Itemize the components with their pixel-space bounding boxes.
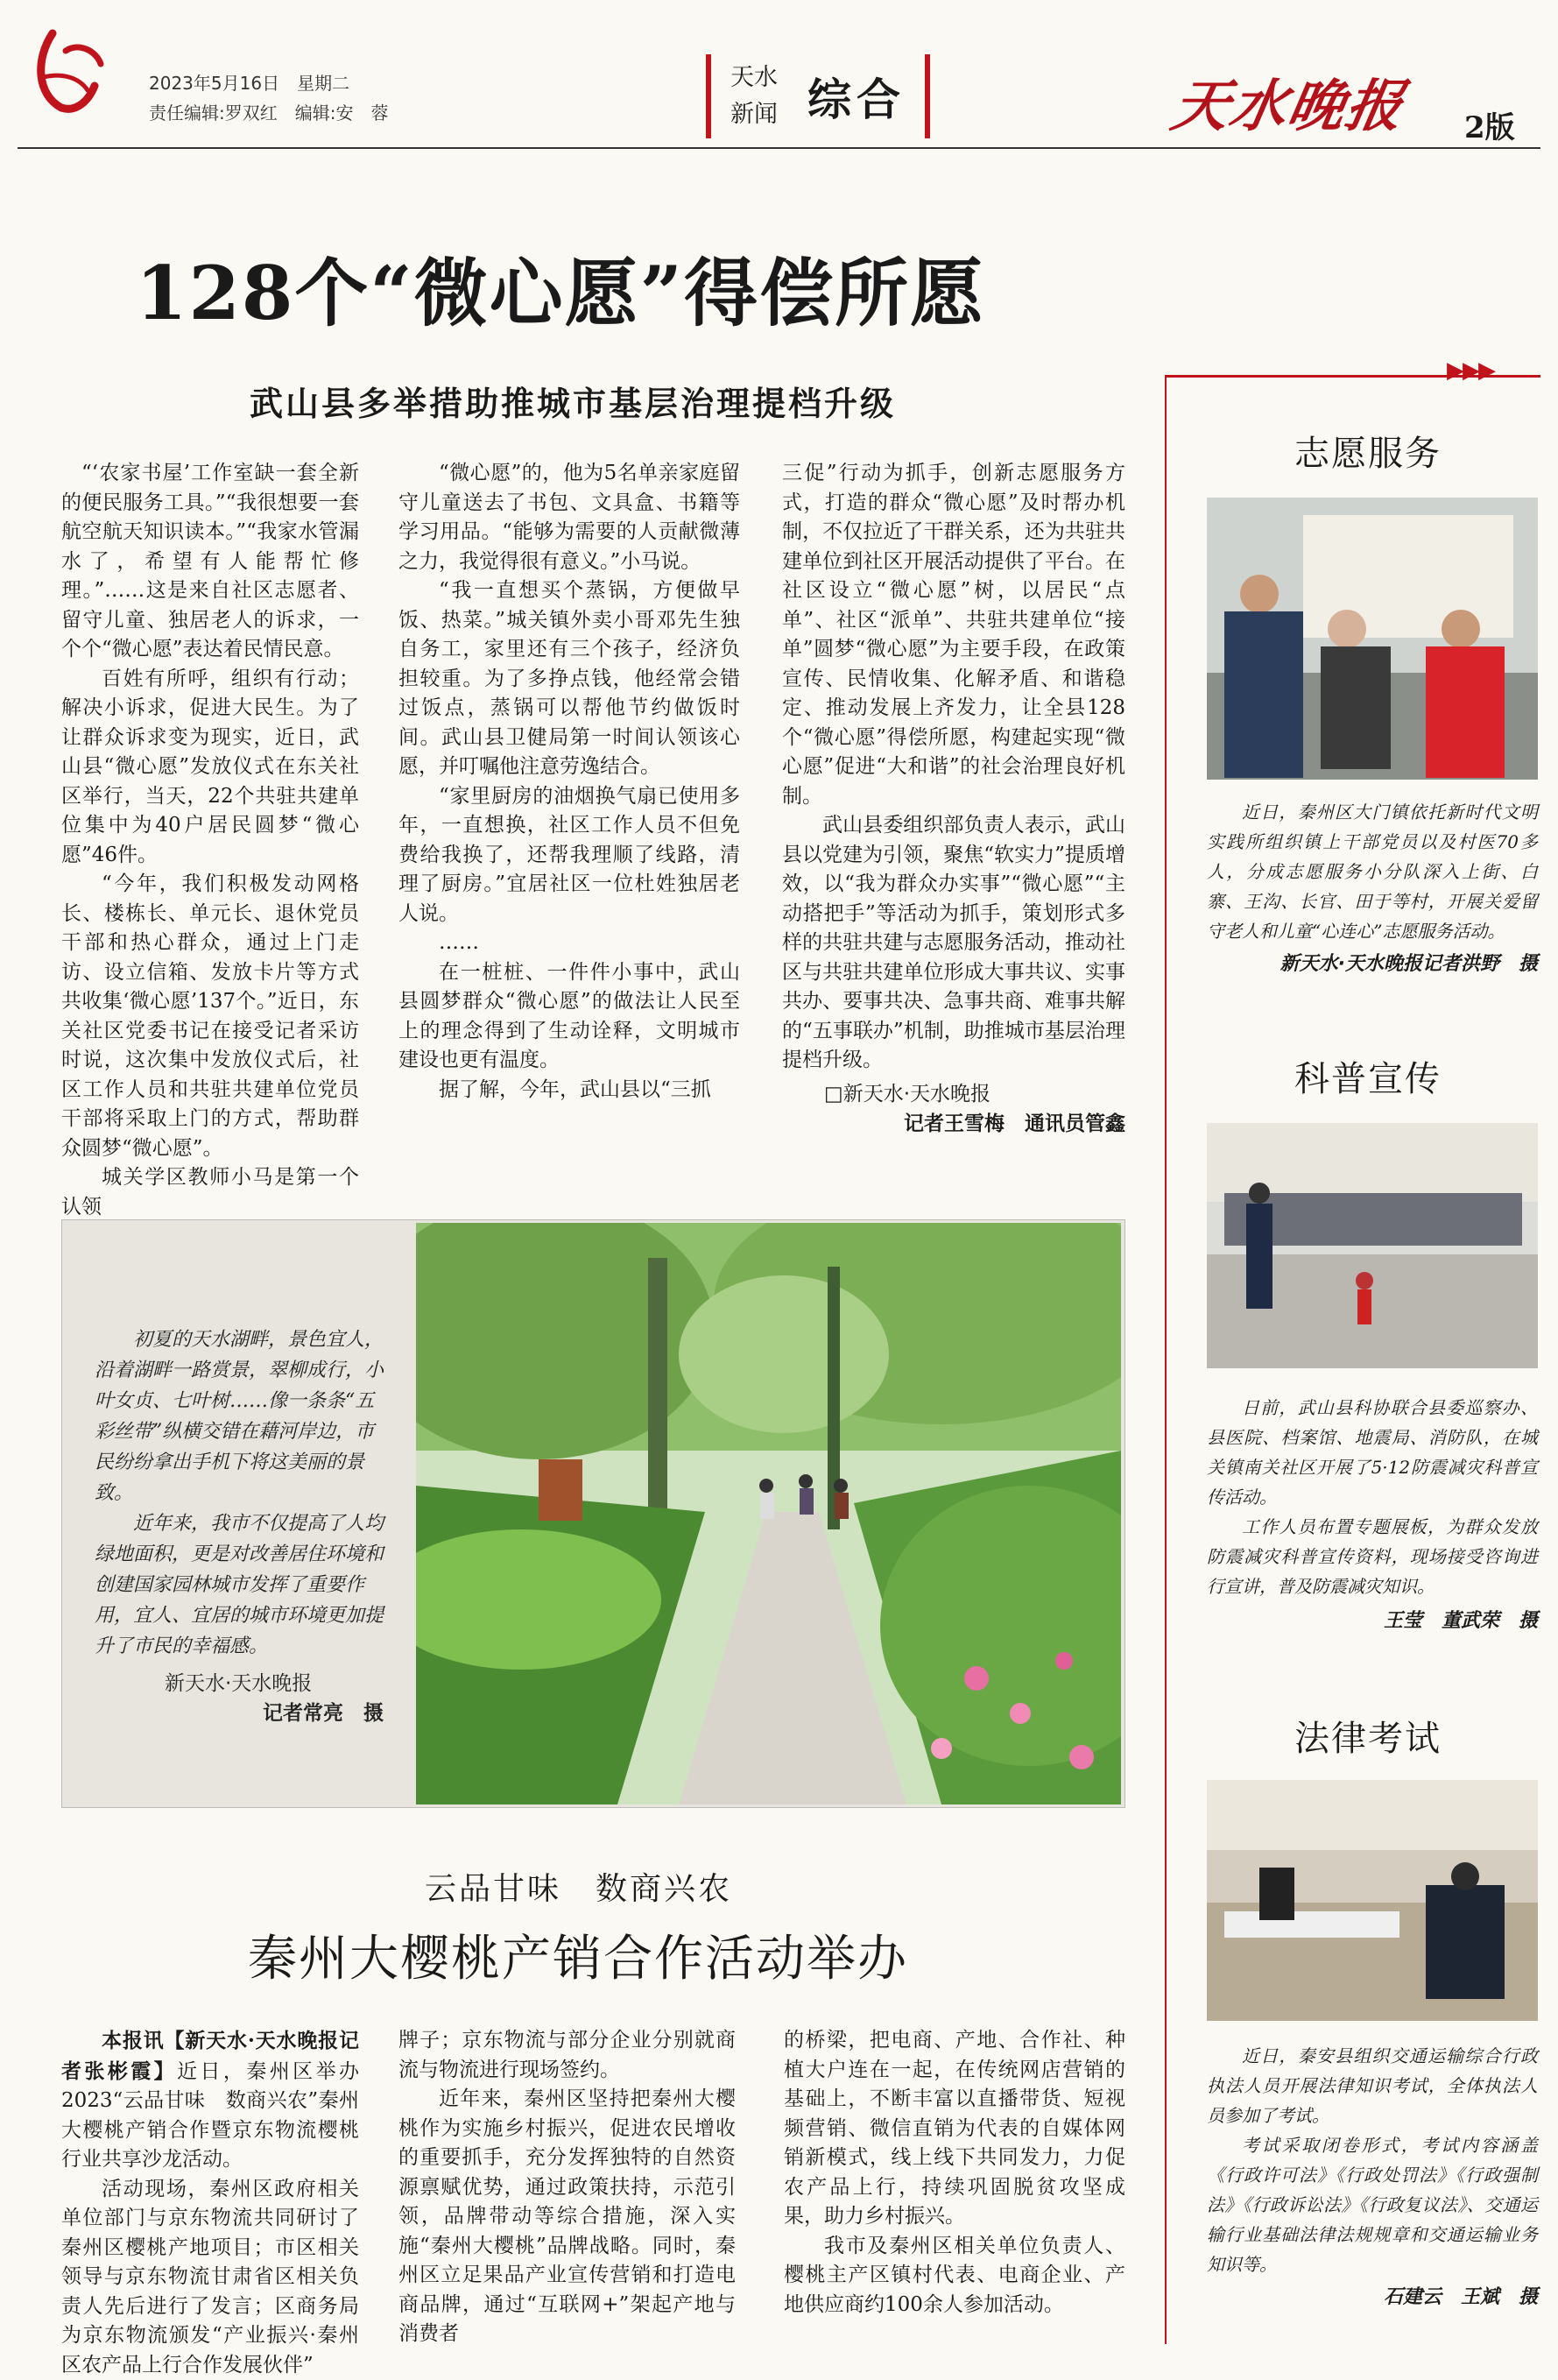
paragraph: “家里厨房的油烟换气扇已使用多年，一直想换，社区工作人员不但免费给我换了，还帮我理顺了线路，清理了厨房。”宜居社区一位杜姓独居老人说。 [398, 782, 740, 929]
paragraph [61, 2026, 359, 2175]
law-exam-photo [1207, 1780, 1538, 2021]
science-photo [1207, 1123, 1538, 1368]
photo-caption [95, 1324, 384, 1728]
paragraph: 近日，秦州区大门镇依托新时代文明实践所组织镇上干部党员以及村医70多人，分成志愿服务小分队深入上街、白寨、王沟、长官、田于等村，开展关爱留守老人和儿童“心连心”志愿服务活动。 [1207, 797, 1538, 946]
photo-credit-outlet: 新天水·天水晚报 [95, 1669, 384, 1698]
law-credit: 石建云 王斌 摄 [1207, 2283, 1538, 2313]
paragraph: 在一桩桩、一件件小事中，武山县圆梦群众“微心愿”的做法让人民至上的理念得到了生动诠释，文明城市建设也更有温度。 [398, 958, 740, 1076]
paragraph: 的桥梁，把电商、产地、合作社、种植大户连在一起，在传统网店营销的基础上，不断丰富以直播带货、短视频营销、微信直销为代表的自媒体网销新模式，线上线下共同发力，力促农产品上行，持续巩固脱贫攻坚成果，助力乡村振兴。 [784, 2026, 1125, 2232]
header-rule [18, 147, 1540, 149]
science-credit: 王莹 董武荣 摄 [1207, 1607, 1538, 1636]
paragraph: 近年来，秦州区坚持把秦州大樱桃作为实施乡村振兴，促进农民增收的重要抓手，充分发挥独特的自然资源禀赋优势，通过政策扶持，示范引领，品牌带动等综合措施，深入实施“秦州大樱桃”品牌战略。同时，秦州区立足果品产业宣传营销和打造电商品牌，通过“互联网+”架起产地与消费者 [398, 2085, 736, 2349]
lead-subhead: 武山县多举措助推城市基层治理提档升级 [250, 377, 896, 425]
section-big: 综合 [807, 65, 906, 128]
lead-byline-outlet: □新天水·天水晚报 [782, 1079, 1125, 1109]
issue-date: 2023年5月16日 星期二 [149, 68, 388, 98]
sidebar-heading-science: 科普宣传 [1294, 1051, 1442, 1101]
paragraph: 考试采取闭卷形式，考试内容涵盖《行政许可法》《行政处罚法》《行政强制法》《行政诉讼法》《行政复议法》、交通运输行业基础法律法规规章和交通运输业务知识等。 [1207, 2130, 1538, 2279]
story2-lead-text: 近日，秦州区举办2023“云品甘味 数商兴农”秦州大樱桃产销合作暨京东物流樱桃行业共享沙龙活动。 [61, 2060, 359, 2172]
paragraph: 日前，武山县科协联合县委巡察办、县医院、档案馆、地震局、消防队，在城关镇南关社区开展了5·12防震减灾科普宣传活动。 [1207, 1393, 1538, 1512]
park-path-photo [416, 1223, 1121, 1804]
lead-column-2 [398, 459, 740, 1105]
paragraph: 城关学区教师小马是第一个认领 [61, 1163, 359, 1222]
masthead: 天水晚报 [1167, 61, 1412, 142]
story2-kicker: 云品甘味 数商兴农 [425, 1864, 732, 1909]
law-caption [1207, 2041, 1538, 2313]
story2-column-2 [398, 2026, 736, 2349]
lead-byline-reporters: 记者王雪梅 通讯员管鑫 [782, 1109, 1125, 1139]
story2-headline: 秦州大樱桃产销合作活动举办 [248, 1920, 908, 1990]
paragraph: …… [398, 929, 740, 958]
paragraph: 三促”行动为抓手，创新志愿服务方式，打造的群众“微心愿”及时帮办机制，不仅拉近了干群关系，还为共驻共建单位到社区开展活动提供了平台。在社区设立“微心愿”树，以居民“点单”、社区“派单”、共驻共建单位“接单”圆梦“微心愿”为主要手段，在政策宣传、民情收集、化解矛盾、和谐稳定、推动发展上齐发力，让全县128个“微心愿”得偿所愿，构建起实现“微心愿”促进“大和谐”的社会治理良好机制。 [782, 459, 1125, 811]
paragraph: 活动现场，秦州区政府相关单位部门与京东物流共同研讨了秦州区樱桃产地项目；市区相关领导与京东物流甘肃省区相关负责人先后进行了发言；区商务局为京东物流颁发“产业振兴·秦州区农产品上行合作发展伙伴” [61, 2175, 359, 2380]
issue-info [149, 68, 388, 128]
paragraph: “微心愿”的，他为5名单亲家庭留守儿童送去了书包、文具盒、书籍等学习用品。“能够为需要的人贡献微薄之力，我觉得很有意义。”小马说。 [398, 459, 740, 576]
lead-column-1 [61, 459, 359, 1222]
paragraph: 工作人员布置专题展板，为群众发放防震减灾科普宣传资料，现场接受咨询进行宣讲，普及防震减灾知识。 [1207, 1512, 1538, 1601]
sidebar-heading-law: 法律考试 [1294, 1711, 1442, 1761]
volunteer-credit: 新天水·天水晚报记者洪野 摄 [1207, 950, 1538, 979]
lead-column-3 [782, 459, 1125, 1139]
paragraph: “‘农家书屋’工作室缺一套全新的便民服务工具。”“我很想要一套航空航天知识读本。”“我家水管漏水了，希望有人能帮忙修理。”……这是来自社区志愿者、留守儿童、独居老人的诉求，一个个“微心愿”表达着民情民意。 [61, 459, 359, 665]
story2-column-3 [784, 2026, 1125, 2320]
paragraph: “今年，我们积极发动网格长、楼栋长、单元长、退休党员干部和热心群众，通过上门走访、设立信箱、发放卡片等方式共收集‘微心愿’137个。”近日，东关社区党委书记在接受记者采访时说，这次集中发放仪式后，社区工作人员和共驻共建单位党员干部将采取上门的方式，帮助群众圆梦“微心愿”。 [61, 870, 359, 1163]
paragraph: 近日，秦安县组织交通运输综合行政执法人员开展法律知识考试，全体执法人员参加了考试。 [1207, 2041, 1538, 2130]
sidebar-rule [1165, 377, 1167, 2344]
paragraph: 据了解，今年，武山县以“三抓 [398, 1076, 740, 1105]
edition-number: 2版 [1464, 103, 1515, 146]
science-caption [1207, 1393, 1538, 1636]
sidebar-heading-volunteer: 志愿服务 [1294, 426, 1442, 476]
story2-column-1 [61, 2026, 359, 2380]
issue-editors: 责任编辑:罗双红 编辑:安 蓉 [149, 98, 388, 128]
paragraph: 牌子；京东物流与部分企业分别就商流与物流进行现场签约。 [398, 2026, 736, 2085]
volunteer-photo [1207, 498, 1538, 780]
lead-headline: 128个“微心愿”得偿所愿 [136, 235, 985, 341]
section-label [706, 54, 930, 138]
triple-arrow-icon: ▶▶▶ [1447, 357, 1494, 384]
paragraph: 我市及秦州区相关单位负责人、樱桃主产区镇村代表、电商企业、产地供应商约100余人参加活动。 [784, 2232, 1125, 2320]
section-small: 天水新闻 [730, 60, 783, 133]
volunteer-caption [1207, 797, 1538, 979]
paragraph: 百姓有所呼，组织有行动；解决小诉求，促进大民生。为了让群众诉求变为现实，近日，武山县“微心愿”发放仪式在东关社区举行，当天，22个共驻共建单位集中为40户居民圆梦“微心愿”46件。 [61, 665, 359, 871]
paragraph: 近年来，我市不仅提高了人均绿地面积，更是对改善居住环境和创建国家园林城市发挥了重要作用，宜人、宜居的城市环境更加提升了市民的幸福感。 [95, 1508, 384, 1662]
newspaper-logo-icon [26, 25, 114, 121]
paragraph: 初夏的天水湖畔，景色宜人，沿着湖畔一路赏景，翠柳成行，小叶女贞、七叶树……像一条条“五彩丝带”纵横交错在藉河岸边，市民纷纷拿出手机下将这美丽的景致。 [95, 1324, 384, 1508]
paragraph: “我一直想买个蒸锅，方便做早饭、热菜。”城关镇外卖小哥邓先生独自务工，家里还有三个孩子，经济负担较重。为了多挣点钱，他经常会错过饭点，蒸锅可以帮他节约做饭时间。武山县卫健局第一时间认领该心愿，并叮嘱他注意劳逸结合。 [398, 576, 740, 782]
paragraph: 武山县委组织部负责人表示，武山县以党建为引领，聚焦“软实力”提质增效，以“我为群众办实事”“微心愿”“主动搭把手”等活动为抓手，策划形式多样的共驻共建与志愿服务活动，推动社区与共驻共建单位形成大事共议、实事共办、要事共决、急事共商、难事共解的“五事联办”机制，助推城市基层治理提档升级。 [782, 811, 1125, 1076]
story2-dateline: 本报讯【新天水·天水晚报记者张彬霞】 [61, 2029, 359, 2083]
photo-credit-reporter: 记者常亮 摄 [95, 1698, 384, 1728]
